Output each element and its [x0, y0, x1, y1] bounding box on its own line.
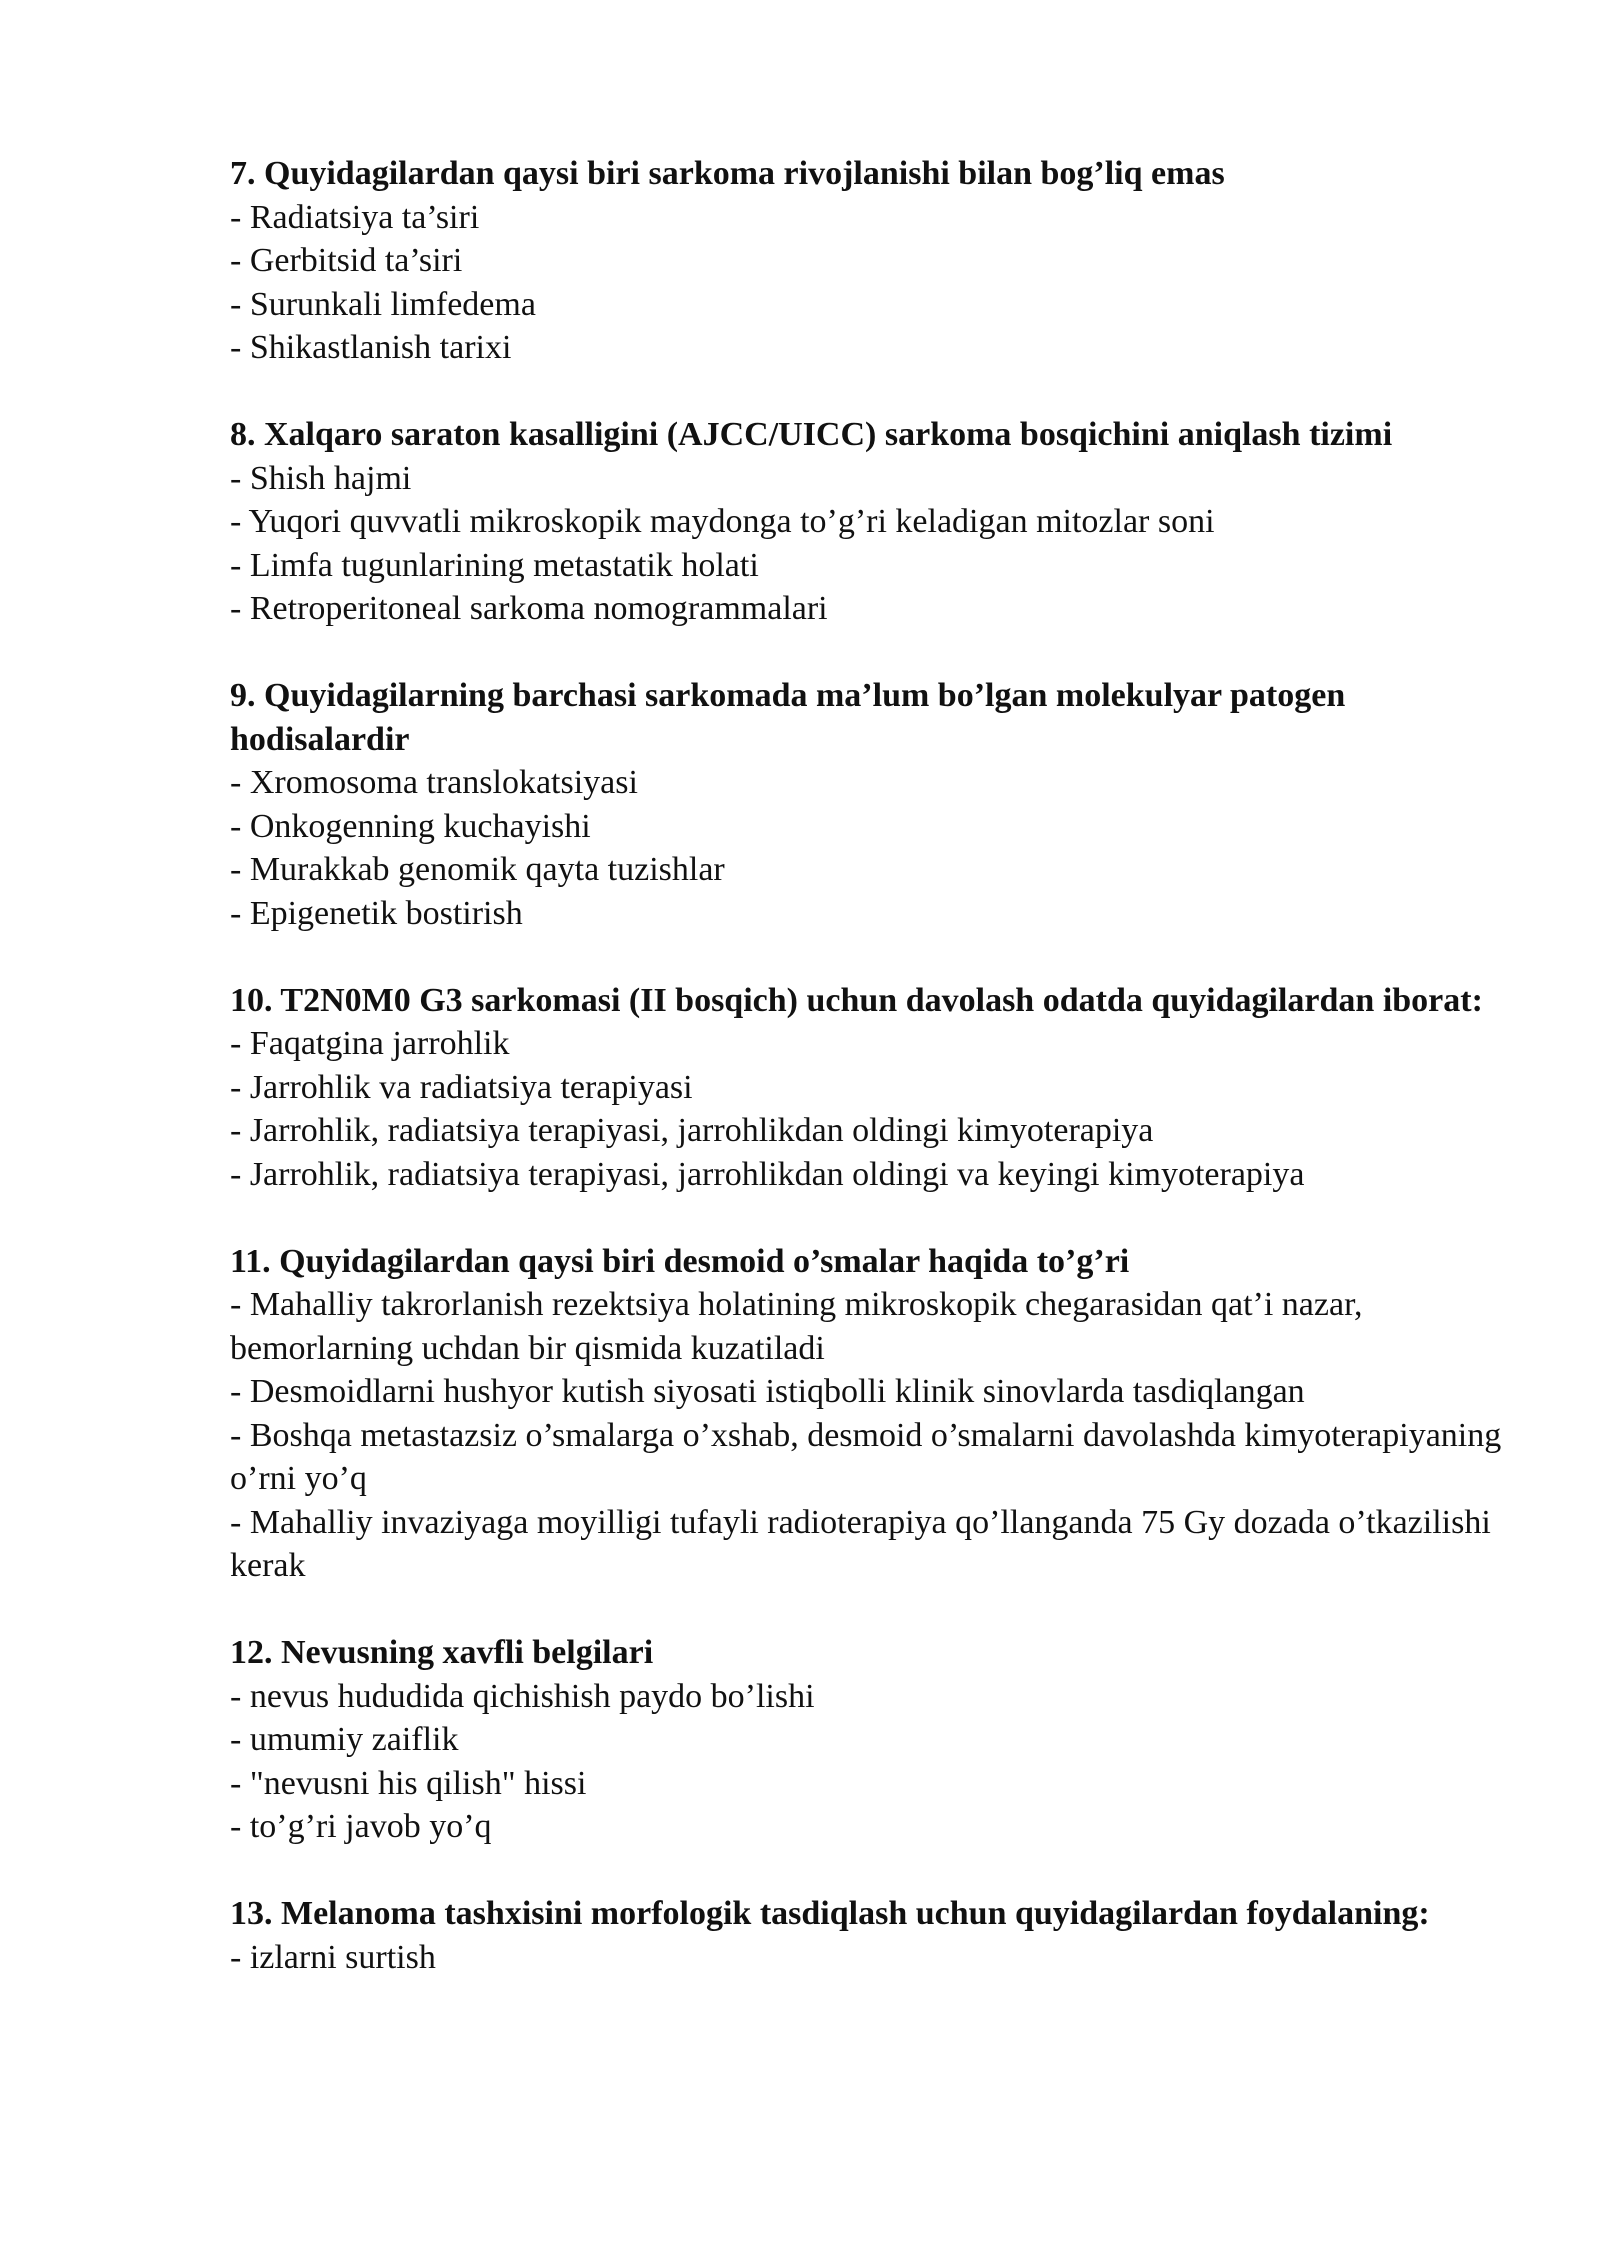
question-title: 12. Nevusning xavfli belgilari	[230, 1634, 654, 1671]
question-12	[230, 1631, 1520, 1849]
answer-option: - umumiy zaiflik	[230, 1721, 459, 1758]
question-title: 7. Quyidagilardan qaysi biri sarkoma rivojlanishi bilan bog’liq emas	[230, 155, 1225, 192]
question-title: 9. Quyidagilarning barchasi sarkomada ma’lum bo’lgan molekulyar patogen hodisalardir	[230, 677, 1346, 758]
question-13	[230, 1892, 1520, 1979]
answer-option: - Mahalliy invaziyaga moyilligi tufayli radioterapiya qo’llanganda 75 Gy dozada o’tkazilishi kerak	[230, 1503, 1491, 1584]
answer-option: - Radiatsiya ta’siri	[230, 198, 480, 236]
question-8	[230, 413, 1520, 631]
question-7	[230, 152, 1520, 370]
answer-option: - Yuqori quvvatli mikroskopik maydonga to’g’ri keladigan mitozlar soni	[230, 503, 1215, 540]
question-11	[230, 1240, 1520, 1588]
question-title: 10. T2N0M0 G3 sarkomasi (II bosqich) uchun davolash odatda quyidagilardan iborat:	[230, 981, 1483, 1019]
document-page	[230, 152, 1520, 2023]
answer-option: - Mahalliy takrorlanish rezektsiya holatining mikroskopik chegarasidan qat’i nazar, bemorlarning uchdan bir qismida kuzatiladi	[230, 1286, 1363, 1367]
answer-option: - Limfa tugunlarining metastatik holati	[230, 546, 759, 584]
question-9	[230, 674, 1520, 935]
question-10	[230, 979, 1520, 1197]
answer-option: - Jarrohlik, radiatsiya terapiyasi, jarrohlikdan oldingi kimyoterapiya	[230, 1112, 1154, 1149]
answer-option: - Jarrohlik, radiatsiya terapiyasi, jarrohlikdan oldingi va keyingi kimyoterapiya	[230, 1155, 1305, 1193]
answer-option: - Surunkali limfedema	[230, 285, 536, 323]
question-title: 8. Xalqaro saraton kasalligini (AJCC/UICC) sarkoma bosqichini aniqlash tizimi	[230, 416, 1393, 453]
question-title: 13. Melanoma tashxisini morfologik tasdiqlash uchun quyidagilardan foydalaning:	[230, 1895, 1430, 1932]
answer-option: - Xromosoma translokatsiyasi	[230, 764, 638, 801]
question-title: 11. Quyidagilardan qaysi biri desmoid o’smalar haqida to’g’ri	[230, 1242, 1130, 1280]
answer-option: - Faqatgina jarrohlik	[230, 1025, 510, 1062]
answer-option: - Boshqa metastazsiz o’smalarga o’xshab, desmoid o’smalarni davolashda kimyoterapiyaning o’rni yo’q	[230, 1416, 1502, 1497]
answer-option: - Desmoidlarni hushyor kutish siyosati istiqbolli klinik sinovlarda tasdiqlangan	[230, 1373, 1305, 1410]
answer-option: - Retroperitoneal sarkoma nomogrammalari	[230, 590, 828, 627]
answer-option: - Murakkab genomik qayta tuzishlar	[230, 851, 725, 888]
answer-option: - Jarrohlik va radiatsiya terapiyasi	[230, 1068, 693, 1106]
answer-option: - Shikastlanish tarixi	[230, 329, 512, 366]
answer-option: - "nevusni his qilish" hissi	[230, 1764, 587, 1802]
answer-option: - nevus hududida qichishish paydo bo’lishi	[230, 1677, 815, 1715]
answer-option: - izlarni surtish	[230, 1938, 436, 1976]
answer-option: - to’g’ri javob yo’q	[230, 1808, 492, 1845]
answer-option: - Epigenetik bostirish	[230, 894, 523, 932]
answer-option: - Gerbitsid ta’siri	[230, 242, 463, 279]
answer-option: - Onkogenning kuchayishi	[230, 807, 591, 845]
answer-option: - Shish hajmi	[230, 459, 412, 497]
